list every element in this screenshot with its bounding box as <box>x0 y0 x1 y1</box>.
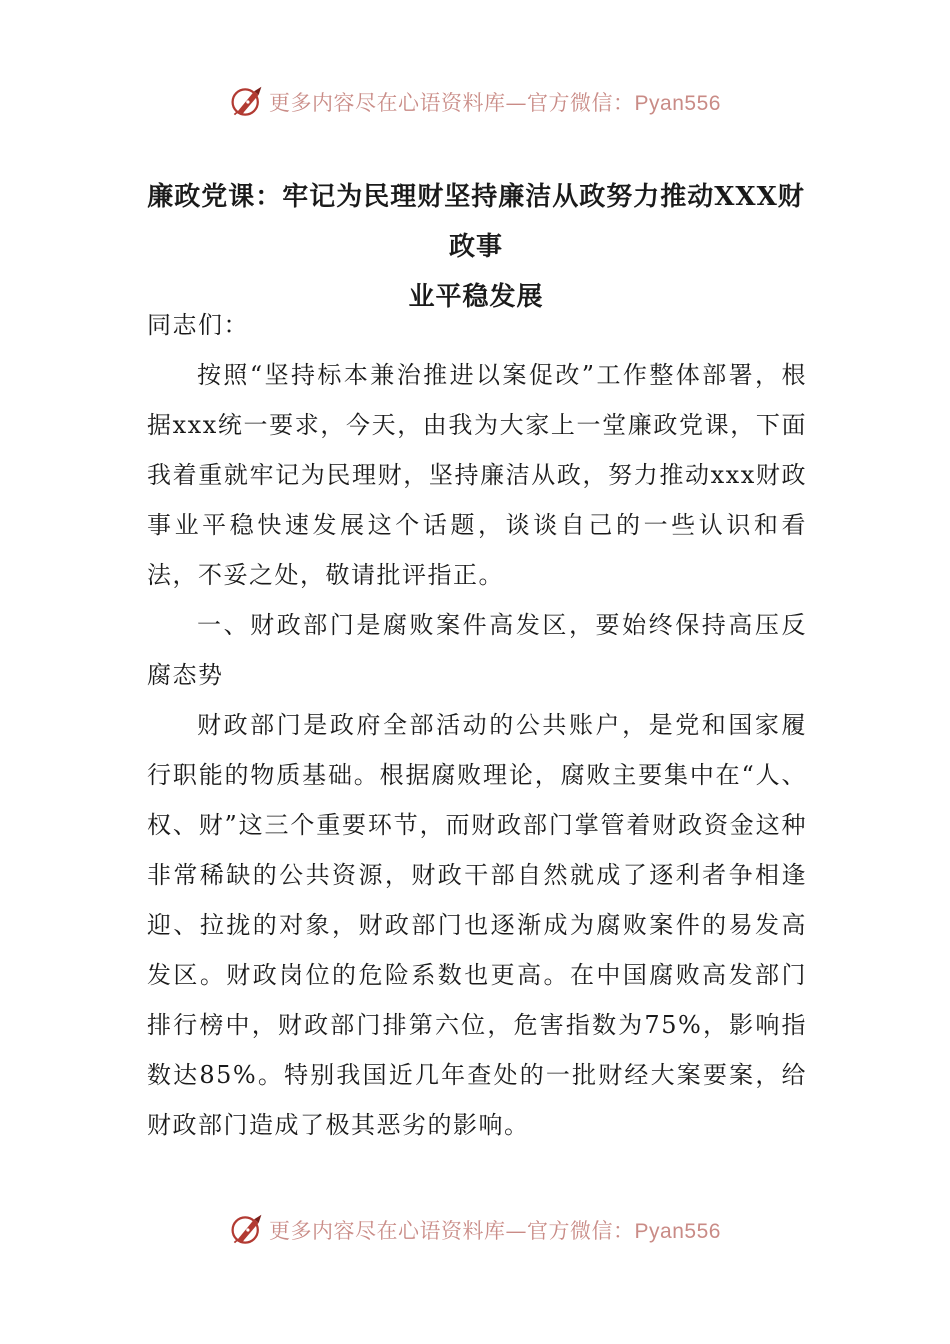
footer-banner-text: 更多内容尽在心语资料库—官方微信：Pyan556 <box>269 1219 721 1243</box>
pen-nib-logo-icon <box>229 84 265 120</box>
paragraph-section-1: 财政部门是政府全部活动的公共账户，是党和国家履行职能的物质基础。根据腐败理论，腐败主要集中在“人、权、财”这三个重要环节，而财政部门掌管着财政资金这种非常稀缺的公共资源，财政干部自然就成了逐利者争相逢迎、拉拢的对象，财政部门也逐渐成为腐败案件的易发高发区。财政岗位的危险系数也更高。在中国腐败高发部门排行榜中，财政部门排第六位，危害指数为75%，影响指数达85%。特别我国近几年查处的一批财经大案要案，给财政部门造成了极其恶劣的影响。 <box>147 711 807 1139</box>
title-line-1: 廉政党课：牢记为民理财坚持廉洁从政努力推动XXX财政事 <box>147 182 805 262</box>
paragraph-intro: 按照“坚持标本兼治推进以案促改”工作整体部署，根据xxx统一要求，今天，由我为大家上一堂廉政党课，下面我着重就牢记为民理财，坚持廉洁从政，努力推动xxx财政事业平稳快速发展这个话题，谈谈自己的一些认识和看法，不妥之处，敬请批评指正。 <box>147 361 807 589</box>
footer-banner <box>0 1210 950 1250</box>
title-line-2: 业平稳发展 <box>408 282 544 312</box>
header-banner <box>0 82 950 122</box>
salutation: 同志们： <box>147 311 249 339</box>
header-banner-text: 更多内容尽在心语资料库—官方微信：Pyan556 <box>269 91 721 115</box>
pen-nib-logo-icon <box>229 1212 265 1248</box>
section-heading-1: 一、财政部门是腐败案件高发区，要始终保持高压反腐态势 <box>147 611 807 689</box>
document-body <box>147 300 807 1150</box>
